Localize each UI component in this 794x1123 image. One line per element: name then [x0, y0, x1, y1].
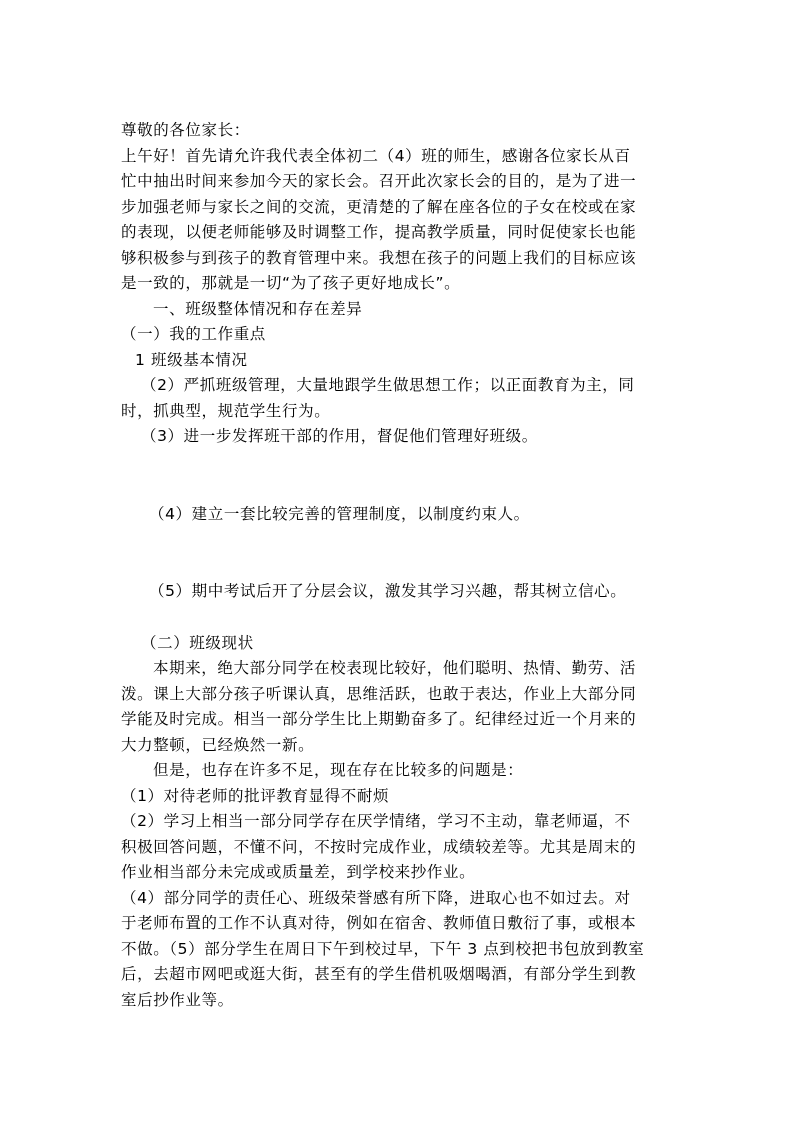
section2-issue4-line: 不做。（5）部分学生在周日下午到校过早，下午 3 点到校把书包放到教室 [121, 939, 645, 958]
section2-issue2-line: 积极回答问题，不懂不问，不按时完成作业，成绩较差等。尤其是周末的 [121, 837, 637, 856]
section1-item2-line: 时，抓典型，规范学生行为。 [121, 401, 331, 420]
intro-line: 的表现，以便老师能够及时调整工作，提高教学质量，同时促使家长也能 [121, 223, 637, 241]
section2-issue4-line: 室后抄作业等。 [121, 990, 234, 1009]
section1-item2-line: （2）严抓班级管理，大量地跟学生做思想工作；以正面教育为主，同 [141, 376, 635, 394]
section1-item4: （4）建立一套比较完善的管理制度，以制度约束人。 [149, 504, 530, 523]
document-body [121, 118, 673, 1013]
intro-line: 够积极参与到孩子的教育管理中来。我想在孩子的问题上我们的目标应该 [121, 248, 637, 267]
intro-line: 步加强老师与家长之间的交流，更清楚的了解在座各位的子女在校或在家 [121, 197, 637, 216]
section1-item5: （5）期中考试后开了分层会议，激发其学习兴趣，帮其树立信心。 [149, 582, 627, 600]
section2-issue4-line: 后，去超市网吧或逛大街，甚至有的学生借机吸烟喝酒，有部分学生到教 [121, 965, 637, 983]
greeting: 尊敬的各位家长： [121, 121, 250, 139]
section2-issue2-line: （2）学习上相当一部分同学存在厌学情绪，学习不主动，靠老师逼，不 [121, 812, 631, 830]
section1-item3: （3）进一步发挥班干部的作用，督促他们管理好班级。 [141, 427, 538, 445]
section2-issue4-line: （4）部分同学的责任心、班级荣誉感有所下降，进取心也不如过去。对 [121, 888, 631, 907]
intro-line: 忙中抽出时间来参加今天的家长会。召开此次家长会的目的，是为了进一 [121, 172, 637, 190]
spacer [121, 527, 673, 579]
section2-issue1: （1）对待老师的批评教育显得不耐烦 [121, 786, 390, 805]
section2-title: （二）班级现状 [141, 633, 254, 652]
section2-para2: 但是，也存在许多不足，现在存在比较多的问题是： [153, 761, 524, 779]
section2-issue4-line: 于老师布置的工作不认真对待，例如在宿舍、教师值日敷衍了事，或根本 [121, 914, 637, 932]
spacer [121, 605, 673, 631]
section2-para1-line: 本期来，绝大部分同学在校表现比较好，他们聪明、热情、勤劳、活 [153, 659, 637, 677]
intro-line: 上午好！首先请允许我代表全体初二（4）班的师生，感谢各位家长从百 [121, 146, 631, 165]
spacer [121, 450, 673, 502]
section2-para1-line: 学能及时完成。相当一部分学生比上期勤奋多了。纪律经过近一个月来的 [121, 710, 637, 728]
section2-issue2-line: 作业相当部分未完成或质量差，到学校来抄作业。 [121, 863, 476, 881]
section1-sub1: （一）我的工作重点 [121, 325, 266, 343]
section2-para1-line: 泼。课上大部分孩子听课认真，思维活跃，也敢于表达，作业上大部分同 [121, 684, 637, 703]
intro-line: 是一致的，那就是一切“为了孩子更好地成长”。 [121, 274, 461, 292]
section1-item1: 1 班级基本情况 [135, 350, 248, 369]
section1-title: 一、班级整体情况和存在差异 [153, 299, 363, 318]
section2-para1-line: 大力整顿，已经焕然一新。 [121, 735, 315, 754]
